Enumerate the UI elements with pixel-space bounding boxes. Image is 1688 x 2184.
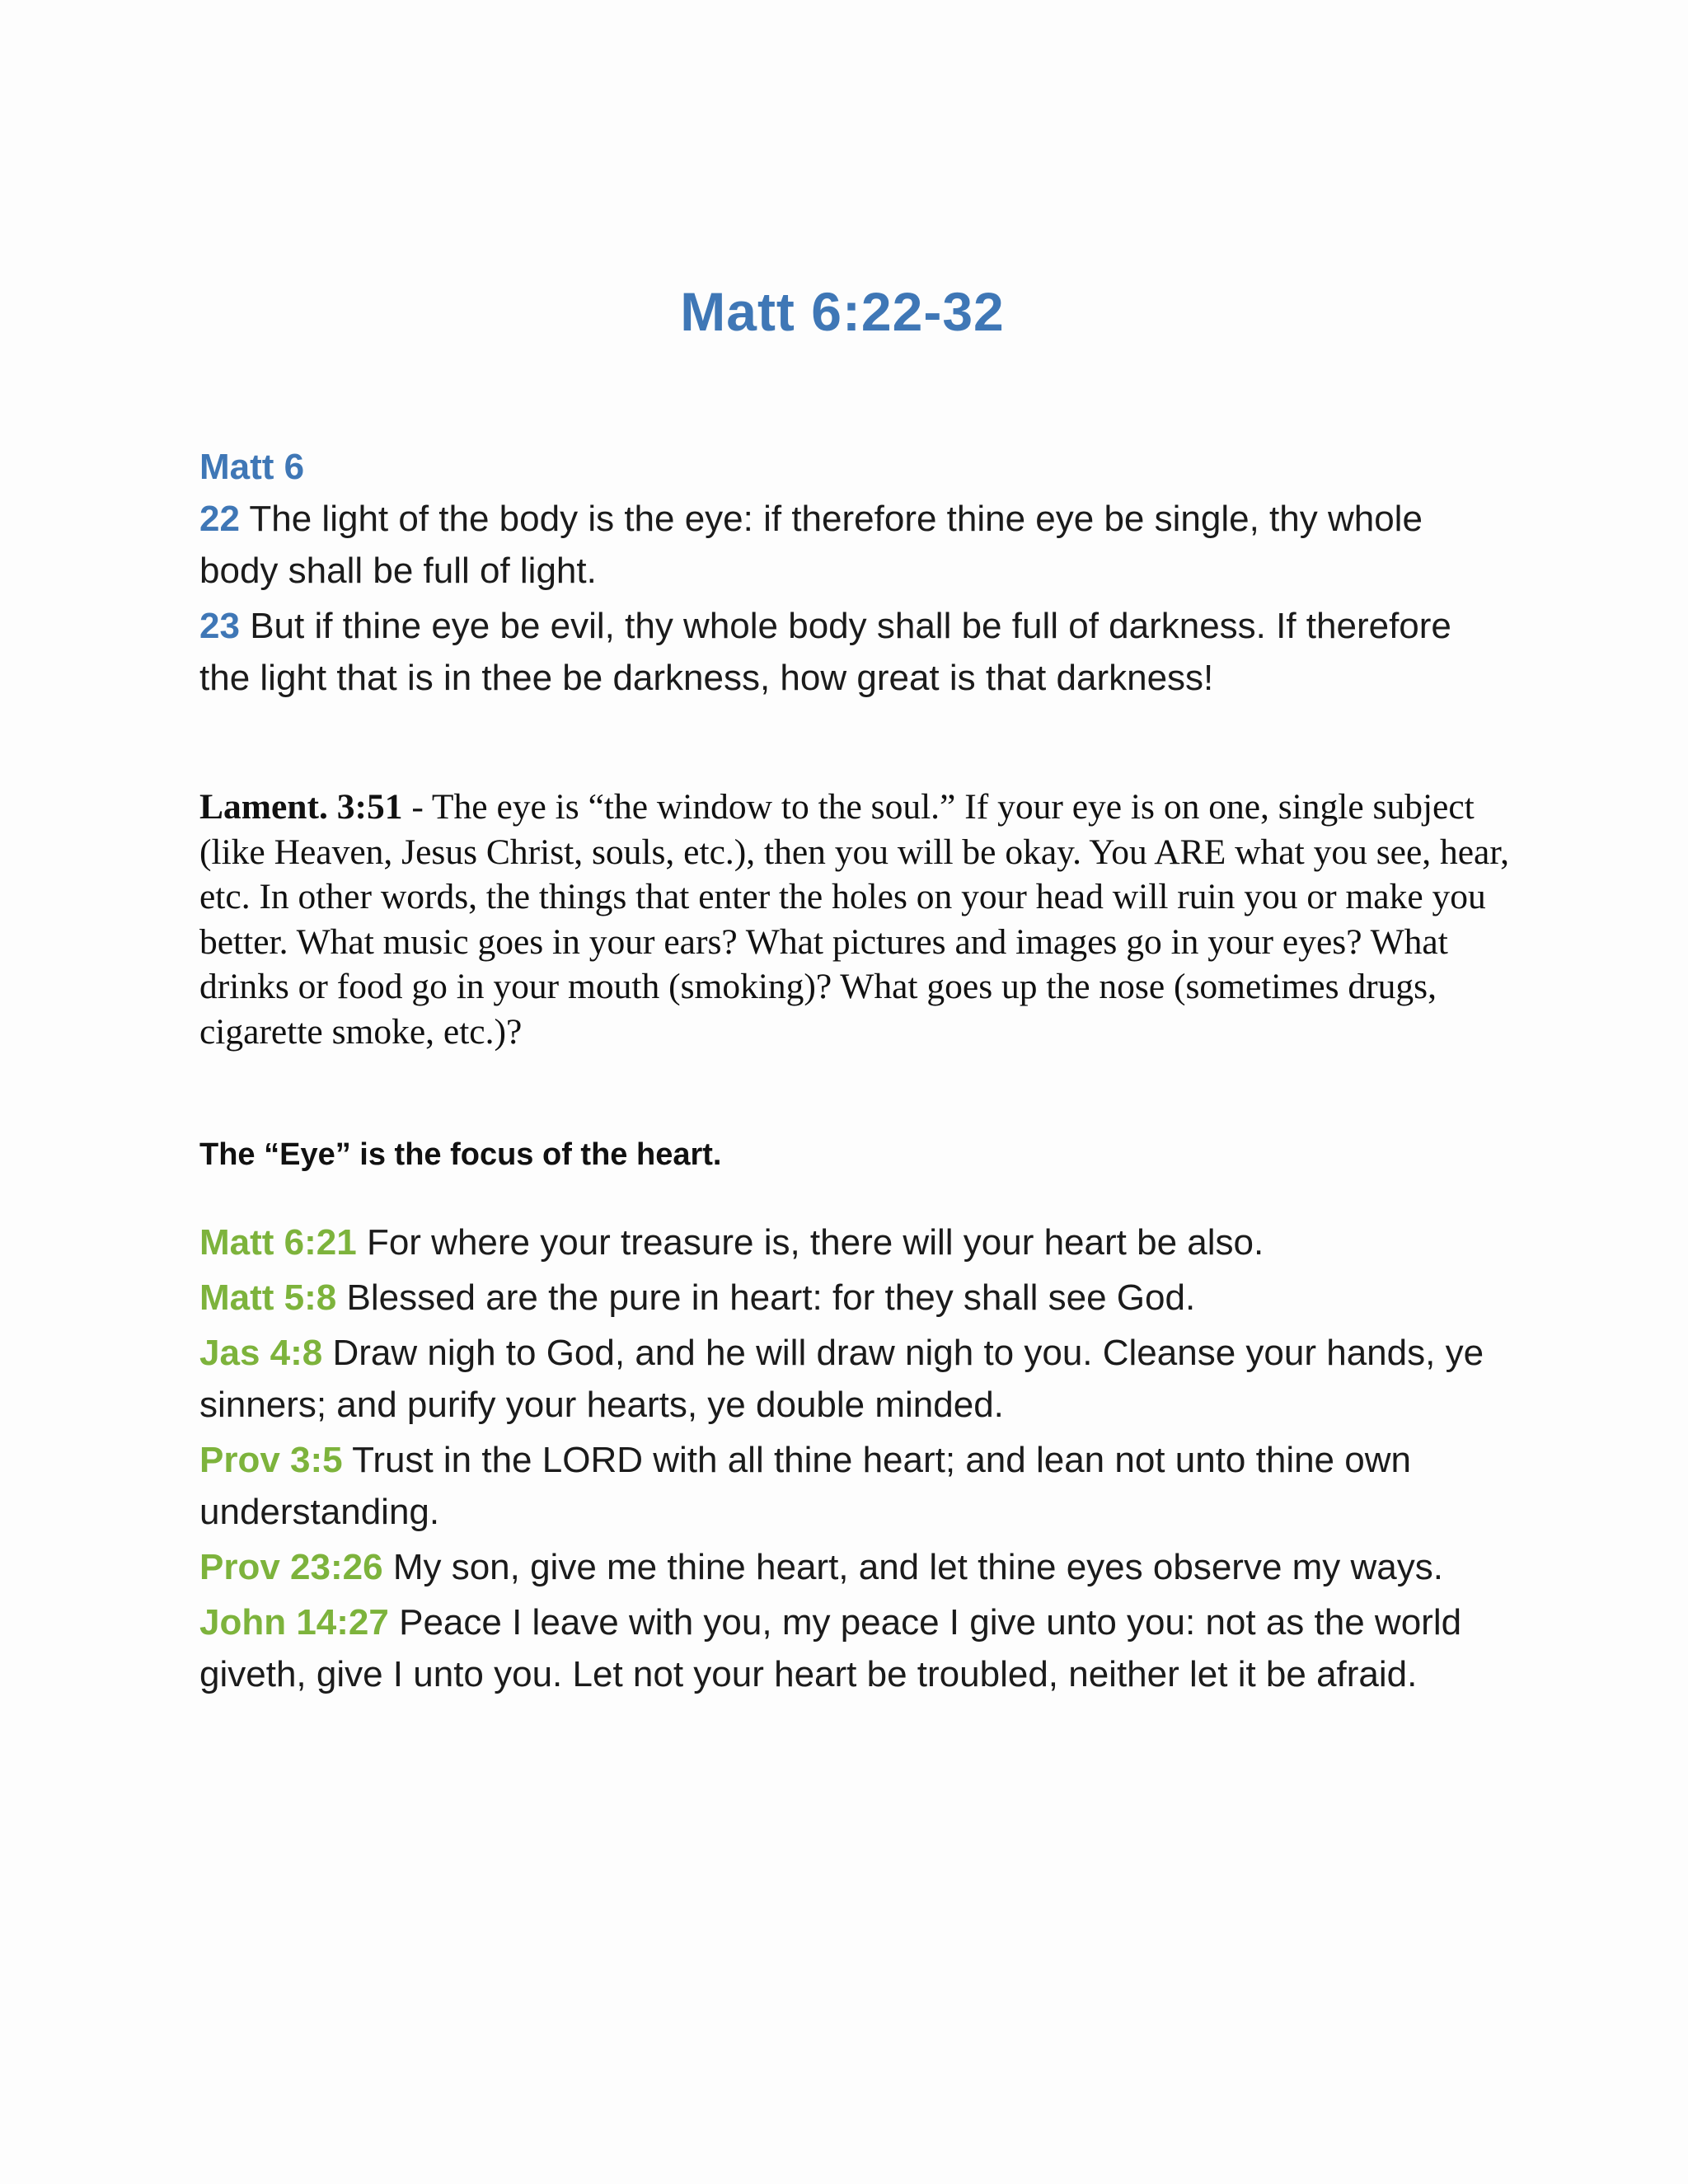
- verse-23: [199, 600, 1502, 704]
- cross-reference-label: Matt 5:8: [199, 1277, 337, 1318]
- commentary-text: - The eye is “the window to the soul.” If your eye is on one, single subject (like Heaven, Jesus Christ, souls, etc.), then you will be okay. You ARE what you see, hear, etc. In other words, the things that enter the holes on your head will ruin you or make you better. What music goes in your ears? What pictures and images go in your eyes? What drinks or food go in your mouth (smoking)? What goes up the nose (sometimes drugs, cigarette smoke, etc.)?: [199, 787, 1509, 1052]
- cross-reference-item: [199, 1596, 1502, 1700]
- verse-number: 23: [199, 606, 240, 646]
- cross-reference-text: My son, give me thine heart, and let thine eyes observe my ways.: [392, 1547, 1443, 1587]
- verse-text: But if thine eye be evil, thy whole body shall be full of darkness. If therefore the light that is in thee be darkness, how great is that darkness!: [199, 606, 1451, 698]
- commentary-paragraph: [199, 785, 1510, 1054]
- page-title: Matt 6:22-32: [680, 281, 1005, 342]
- cross-reference-item: [199, 1541, 1502, 1593]
- cross-reference-item: [199, 1434, 1502, 1538]
- cross-reference-item: [199, 1272, 1502, 1324]
- cross-reference-item: [199, 1216, 1502, 1268]
- verse-22: [199, 493, 1502, 597]
- verse-text: The light of the body is the eye: if therefore thine eye be single, thy whole body shall be full of light.: [199, 499, 1423, 591]
- chapter-heading: Matt 6: [199, 447, 305, 487]
- scripture-passage: [199, 443, 1502, 704]
- cross-reference-text: Trust in the LORD with all thine heart; and lean not unto thine own understanding.: [199, 1440, 1411, 1532]
- section-heading: The “Eye” is the focus of the heart.: [199, 1137, 722, 1172]
- cross-reference-label: Matt 6:21: [199, 1222, 357, 1263]
- cross-reference-text: Draw nigh to God, and he will draw nigh to you. Cleanse your hands, ye sinners; and purify your hearts, ye double minded.: [199, 1333, 1484, 1425]
- cross-reference-text: Blessed are the pure in heart: for they shall see God.: [346, 1277, 1196, 1318]
- cross-reference-list: [199, 1216, 1502, 1704]
- commentary-reference: Lament. 3:51: [199, 787, 403, 827]
- cross-reference-label: John 14:27: [199, 1602, 389, 1643]
- cross-reference-text: For where your treasure is, there will your heart be also.: [366, 1222, 1264, 1263]
- cross-reference-label: Jas 4:8: [199, 1333, 323, 1373]
- cross-reference-text: Peace I leave with you, my peace I give unto you: not as the world giveth, give I unto you. Let not your heart be troubled, neither let it be afraid.: [199, 1602, 1462, 1694]
- cross-reference-label: Prov 23:26: [199, 1547, 383, 1587]
- verse-number: 22: [199, 499, 240, 539]
- cross-reference-item: [199, 1327, 1502, 1431]
- cross-reference-label: Prov 3:5: [199, 1440, 343, 1480]
